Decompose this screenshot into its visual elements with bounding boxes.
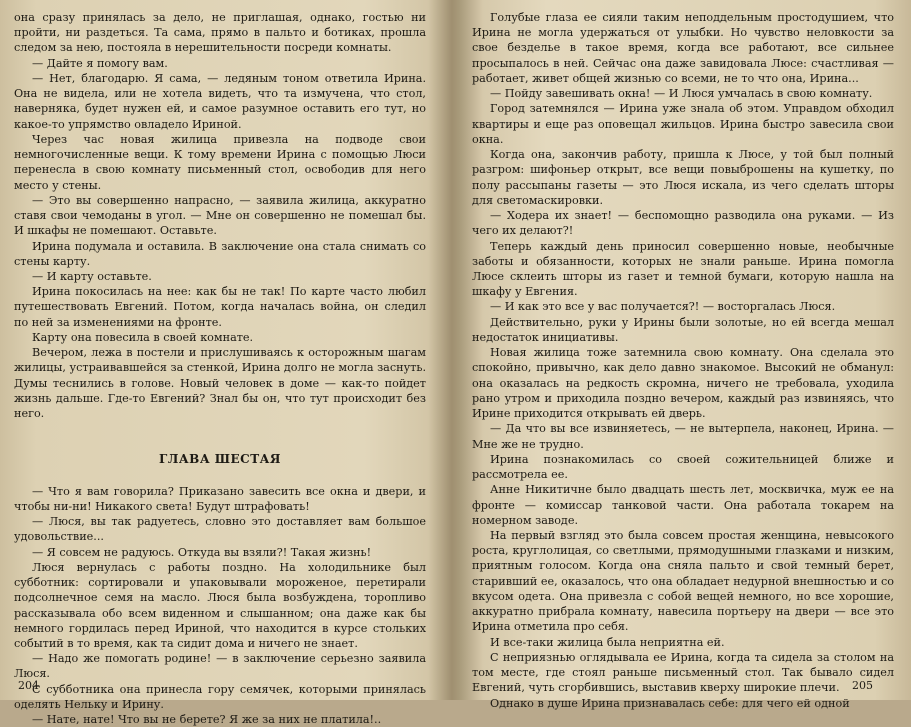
chapter-title: ГЛАВА ШЕСТАЯ (159, 452, 281, 467)
paragraph: С неприязнью оглядывала ее Ирина, когда та сидела за столом на том месте, где стоял раньше письменный стол. Так бывало сидел Евгений, чуть сгорбившись, выставив кверху широкие плечи. (472, 650, 894, 695)
paragraph: Когда она, закончив работу, пришла к Люсе, у той был полный разгром: шифоньер открыт, все вещи повыброшены на кушетку, по полу рассыпаны газеты — это Люся искала, из чего сделать шторы для светомаскировки. (472, 148, 894, 207)
paragraph: С субботника она принесла гору семячек, которыми принялась оделять Нельку и Ирину. (14, 682, 426, 711)
paragraph: Голубые глаза ее сияли таким неподдельным простодушием, что Ирина не могла удержаться от улыбки. Но чувство неловкости за свое безделье в такое время, когда все работают, все сильнее просыпалось в ней. Сейчас она даже завидовала Люсе: счастливая — работает, живет общей жизнью со всеми, не то что она, Ирина... (472, 11, 894, 85)
paragraph: Люся вернулась с работы поздно. На холодильнике был субботник: сортировали и упаковывали мороженое, перетирали подсолнечное семя на масло. Люся была возбуждена, торопливо рассказывала обо всем виденном и слышанном; она даже как бы немного гордилась перед Ириной, что находится в курсе стольких событий в то время, как та сидит дома и ничего не знает. (14, 560, 426, 650)
left-page (14, 10, 426, 727)
right-page (472, 10, 894, 710)
paragraph: Ирина познакомилась со своей сожительницей ближе и рассмотрела ее. (472, 452, 894, 482)
paragraph: — Что я вам говорила? Приказано завесить все окна и двери, и чтобы ни-ни! Никакого света! Будут штрафовать! (14, 484, 426, 513)
paragraph: Действительно, руки у Ирины были золотые, но ей всегда мешал недостаток инициативы. (472, 315, 894, 344)
paragraph: — Да что вы все извиняетесь, — не вытерпела, наконец, Ирина. — Мне же не трудно. (472, 422, 894, 451)
paragraph: — Люся, вы так радуетесь, словно это доставляет вам большое удовольствие... (14, 515, 426, 544)
paragraph: — Дайте я помогу вам. (32, 56, 168, 70)
page-number-right: 205 (852, 679, 873, 692)
paragraph: Однако в душе Ирина признавалась себе: для чего ей одной (490, 696, 850, 710)
paragraph: — Нате, нате! Что вы не берете? Я же за них не платила!.. (32, 713, 382, 727)
paragraph: — Нет, благодарю. Я сама, — ледяным тоном ответила Ирина. Она не видела, или не хотела видеть, что та измучена, что стол, наверняка, будет нужен ей, и самое разумное оставить его тут, но какое-то упрямство овладело Ириной. (14, 71, 426, 131)
paragraph: Теперь каждый день приносил совершенно новые, необычные заботы и обязанности, которых не знали раньше. Ирина помогла Люсе склеить шторы из газет и темной бумаги, которую нашла на шкафу у Евгения. (472, 239, 894, 299)
paragraph: Новая жилица тоже затемнила свою комнату. Она сделала это спокойно, привычно, как дело давно знакомое. Высокий не обманул: она оказалась на редкость скромна, ничего не требовала, уходила рано утром и приходила поздно вечером, каждый раз извиняясь, что Ирине приходится открывать ей дверь. (472, 346, 894, 421)
paragraph: — Это вы совершенно напрасно, — заявила жилица, аккуратно ставя свои чемоданы в угол. — Мне он совершенно не помешал бы. И шкафы не помешают. Оставьте. (14, 193, 426, 238)
paragraph: Ирина покосилась на нее: как бы не так! По карте часто любил путешествовать Евгений. Потом, когда началась война, он следил по ней за изменениями на фронте. (14, 285, 426, 329)
paragraph: Ирина подумала и оставила. В заключение она стала снимать со стены карту. (14, 239, 426, 268)
paragraph: она сразу принялась за дело, не приглашая, однако, гостью ни пройти, ни раздеться. Та сама, прямо в пальто и ботиках, прошла следом за нею, постояла в нерешительности посреди комнаты. (14, 11, 426, 55)
paragraph: И все-таки жилица была неприятна ей. (490, 635, 725, 649)
paragraph: Вечером, лежа в постели и прислушиваясь к осторожным шагам жилицы, устраивавшейся за стенкой, Ирина долго не могла заснуть. Думы теснились в голове. Новый человек в доме — как-то пойдет жизнь дальше. Где-то Евгений? Знал бы он, что тут происходит без него. (14, 346, 426, 421)
paragraph: Карту она повесила в своей комнате. (32, 330, 254, 344)
paragraph: — И как это все у вас получается?! — восторгалась Люся. (490, 300, 836, 314)
paragraph: Через час новая жилица привезла на подводе свои немногочисленные вещи. К тому времени Ирина с помощью Люси перенесла в свою комнату письменный стол, освободив для него место у стены. (14, 132, 426, 192)
page-number-left: 204 (18, 679, 39, 692)
paragraph: На первый взгляд это была совсем простая женщина, невысокого роста, круглолицая, со светлыми, прямодушными глазками и низким, приятным голосом. Когда она сняла пальто и свой темный берет, старивший ее, оказалось, что она обладает недурной внешностью и со вкусом одета. Она привезла с собой вещей немного, но все хорошие, аккуратно прибрала комнату, навесила портьеру на двери — все это Ирина отметила про себя. (472, 528, 894, 634)
paragraph: — Ходера их знает! — беспомощно разводила она руками. — Из чего их делают?! (472, 209, 894, 238)
paragraph: — Я совсем не радуюсь. Откуда вы взяли?! Такая жизнь! (32, 545, 372, 559)
paragraph: — Надо же помогать родине! — в заключение серьезно заявила Люся. (14, 652, 426, 681)
paragraph: Анне Никитичне было двадцать шесть лет, москвичка, муж ее на фронте — комиссар танковой части. Она работала токарем на номерном заводе. (472, 483, 894, 527)
paragraph: Город затемнялся — Ирина уже знала об этом. Управдом обходил квартиры и еще раз оповещал жильцов. Ирина быстро завесила свои окна. (472, 102, 894, 146)
paragraph: — И карту оставьте. (32, 269, 152, 283)
paragraph: — Пойду завешивать окна! — И Люся умчалась в свою комнату. (490, 87, 873, 101)
